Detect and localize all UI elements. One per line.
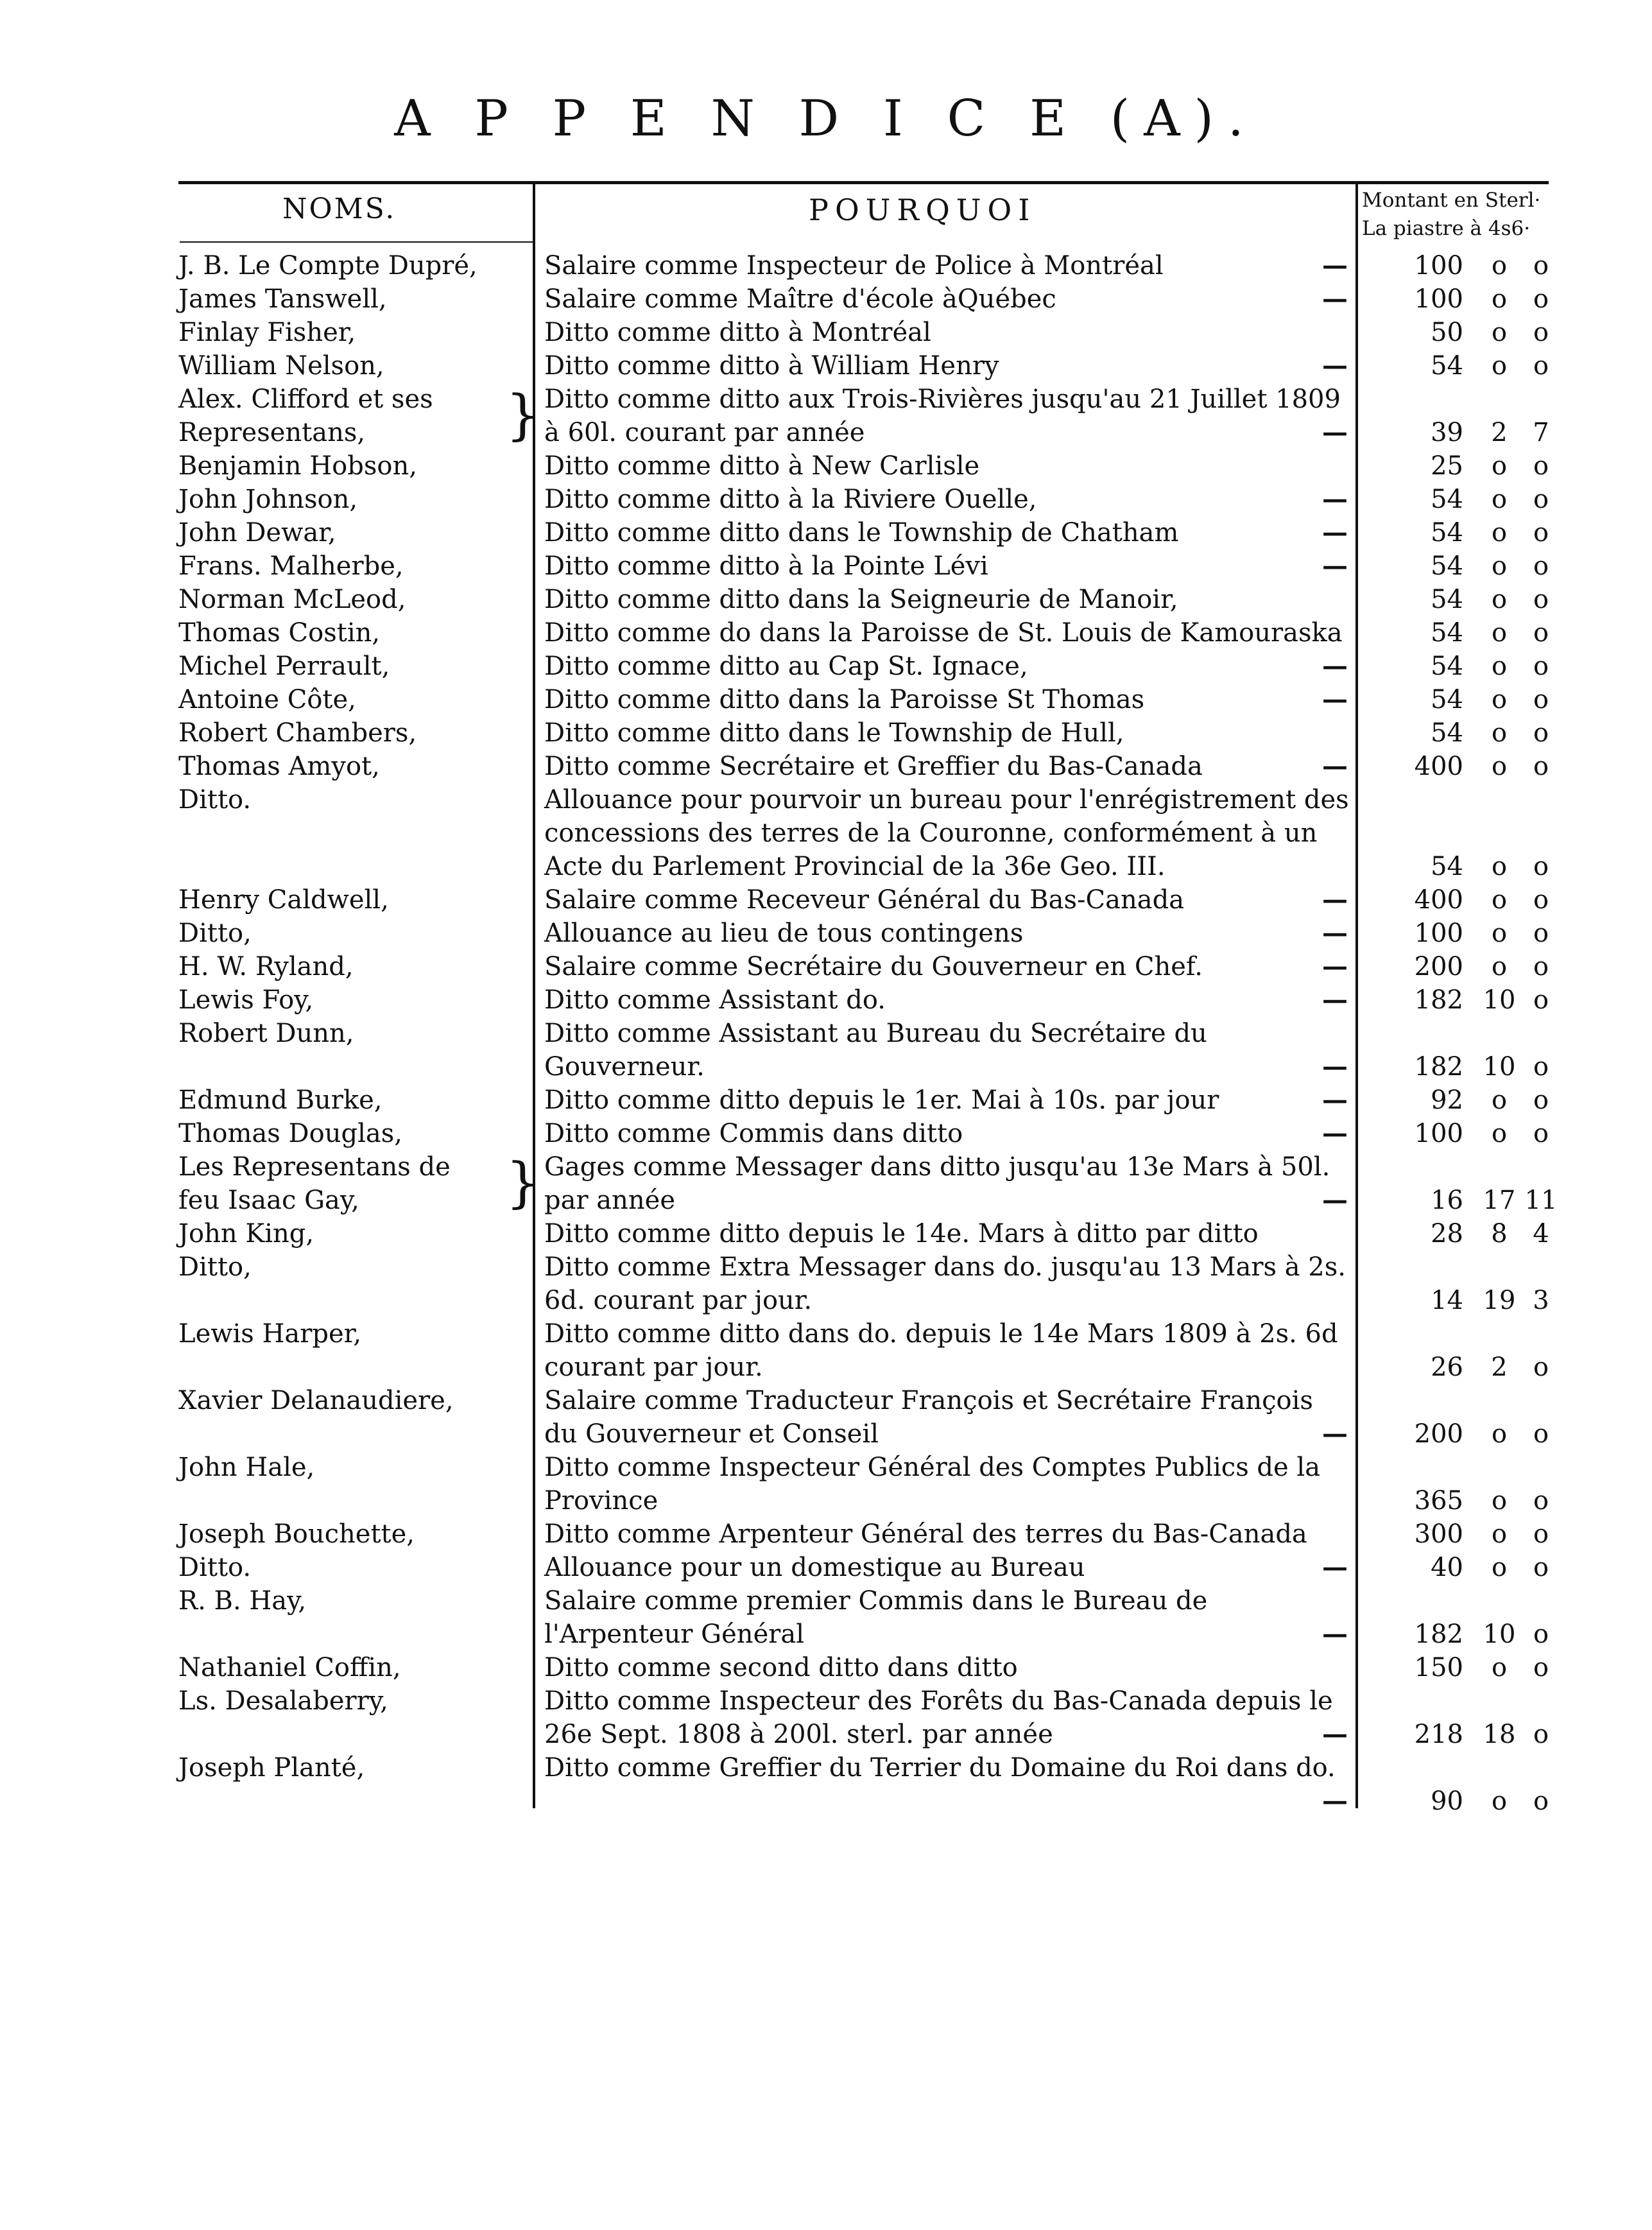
row-brace: } [506, 1151, 540, 1214]
row-pounds: 50 [1431, 318, 1463, 347]
row-pounds: 182 [1414, 1620, 1463, 1649]
row-pounds: 400 [1414, 752, 1463, 781]
row-name: John Dewar, [178, 518, 336, 548]
row-leader-dash: — [1322, 1118, 1348, 1148]
row-pence: o [1533, 752, 1549, 781]
row-shillings: 2 [1491, 418, 1508, 447]
row-shillings: o [1491, 718, 1508, 748]
table-row [0, 750, 1652, 783]
row-shillings: 17 [1483, 1186, 1516, 1215]
row-name: Les Representans de feu Isaac Gay, [178, 1152, 451, 1215]
row-pence: o [1533, 685, 1549, 714]
table-row [0, 983, 1652, 1017]
row-description: Allouance pour pourvoir un bureau pour l'enrégistrement des concessions des terres de la Couronne, conformément à un Acte du Parlement Provincial de la 36e Geo. III. [544, 785, 1349, 881]
row-description: Ditto comme ditto dans le Township de Chatham [544, 518, 1179, 548]
row-pounds: 54 [1431, 618, 1463, 648]
row-leader-dash: — [1322, 885, 1348, 915]
row-pounds: 54 [1431, 585, 1463, 614]
row-shillings: 8 [1491, 1219, 1508, 1249]
table-row [0, 650, 1652, 683]
row-leader-dash: — [1322, 517, 1348, 548]
row-leader-dash: — [1322, 417, 1348, 447]
row-pounds: 54 [1431, 351, 1463, 381]
row-pence: o [1533, 1653, 1549, 1682]
row-shillings: o [1491, 1519, 1508, 1549]
row-pounds: 54 [1431, 518, 1463, 548]
row-description: Ditto comme do dans la Paroisse de St. Louis de Kamouraska [544, 618, 1343, 648]
row-name: Robert Chambers, [178, 718, 417, 748]
row-shillings: o [1491, 1419, 1508, 1449]
row-name: H. W. Ryland, [178, 952, 354, 981]
row-name: Alex. Clifford et ses Representans, [178, 385, 433, 447]
row-shillings: o [1491, 852, 1508, 881]
table-row [0, 1384, 1652, 1451]
table-row [0, 950, 1652, 983]
row-leader-dash: — [1322, 1552, 1348, 1582]
row-pence: o [1533, 952, 1549, 981]
row-name: Norman McLeod, [178, 585, 406, 614]
row-pence: o [1533, 1353, 1549, 1382]
row-description: Ditto comme ditto dans la Seigneurie de Manoir, [544, 585, 1178, 614]
row-name: Ls. Desalaberry, [178, 1686, 388, 1716]
row-leader-dash: — [1322, 1185, 1348, 1215]
row-name: Edmund Burke, [178, 1085, 383, 1115]
row-description: Salaire comme Maître d'école àQuébec [544, 284, 1056, 314]
row-pounds: 14 [1431, 1286, 1463, 1315]
row-pounds: 54 [1431, 652, 1463, 681]
row-pounds: 150 [1414, 1653, 1463, 1682]
row-pounds: 100 [1414, 1119, 1463, 1148]
row-name: William Nelson, [178, 351, 384, 381]
row-description: Salaire comme Secrétaire du Gouverneur en Chef. [544, 952, 1203, 981]
row-name: Lewis Foy, [178, 985, 314, 1015]
row-shillings: o [1491, 485, 1508, 514]
row-shillings: 10 [1483, 1620, 1516, 1649]
row-leader-dash: — [1322, 1419, 1348, 1449]
row-pounds: 25 [1431, 451, 1463, 481]
row-shillings: o [1491, 318, 1508, 347]
row-shillings: o [1491, 451, 1508, 481]
header-pourquoi: POURQUOI [809, 193, 1037, 227]
row-leader-dash: — [1322, 1619, 1348, 1649]
row-pounds: 182 [1414, 985, 1463, 1015]
row-pence: o [1533, 1519, 1549, 1549]
table-row [0, 1250, 1652, 1317]
table-row [0, 1084, 1652, 1117]
header-underline [180, 241, 533, 243]
row-pounds: 300 [1414, 1519, 1463, 1549]
row-shillings: o [1491, 284, 1508, 314]
row-shillings: 18 [1483, 1720, 1516, 1749]
row-leader-dash: — [1322, 951, 1348, 981]
row-leader-dash: — [1322, 684, 1348, 714]
row-description: Salaire comme Inspecteur de Police à Montréal [544, 251, 1164, 281]
row-name: Finlay Fisher, [178, 318, 356, 347]
header-noms: NOMS. [282, 193, 397, 225]
row-leader-dash: — [1322, 651, 1348, 681]
row-name: Thomas Amyot, [178, 752, 380, 781]
row-pounds: 54 [1431, 852, 1463, 881]
row-shillings: o [1491, 1786, 1508, 1816]
row-shillings: 10 [1483, 985, 1516, 1015]
row-pounds: 39 [1431, 418, 1463, 447]
row-pence: o [1533, 652, 1549, 681]
table-row [0, 1651, 1652, 1684]
row-pounds: 26 [1431, 1353, 1463, 1382]
row-shillings: 2 [1491, 1353, 1508, 1382]
table-row [0, 1584, 1652, 1651]
row-pounds: 54 [1431, 485, 1463, 514]
table-row [0, 883, 1652, 917]
row-leader-dash: — [1322, 1051, 1348, 1082]
row-pounds: 90 [1431, 1786, 1463, 1816]
row-name: Ditto, [178, 919, 252, 948]
row-name: Ditto. [178, 1553, 252, 1582]
row-pence: o [1533, 1419, 1549, 1449]
row-pence: o [1533, 1486, 1549, 1516]
header-montant [1362, 186, 1540, 243]
row-name: Frans. Malherbe, [178, 551, 404, 581]
row-leader-dash: — [1322, 484, 1348, 514]
row-pence: o [1533, 485, 1549, 514]
row-pence: o [1533, 718, 1549, 748]
table-row [0, 616, 1652, 650]
table-row [0, 1517, 1652, 1551]
table-row [0, 516, 1652, 549]
row-pounds: 200 [1414, 952, 1463, 981]
row-description: Ditto comme Arpenteur Général des terres du Bas-Canada [544, 1519, 1307, 1549]
row-pence: o [1533, 318, 1549, 347]
row-leader-dash: — [1322, 918, 1348, 948]
table-row [0, 1551, 1652, 1584]
row-pence: o [1533, 585, 1549, 614]
row-shillings: o [1491, 919, 1508, 948]
row-pence: o [1533, 1786, 1549, 1816]
table-row [0, 449, 1652, 483]
row-pounds: 200 [1414, 1419, 1463, 1449]
row-description: Ditto comme Assistant au Bureau du Secrétaire du Gouverneur. [544, 1019, 1207, 1082]
row-name: Antoine Côte, [178, 685, 356, 714]
row-name: Ditto. [178, 785, 252, 815]
row-description: Ditto comme Secrétaire et Greffier du Bas-Canada [544, 752, 1203, 781]
header-montant-line1: Montant en Sterl· [1362, 189, 1541, 212]
row-name: R. B. Hay, [178, 1586, 307, 1616]
row-description: Ditto comme ditto depuis le 1er. Mai à 10s. par jour [544, 1085, 1219, 1115]
row-pounds: 218 [1414, 1720, 1463, 1749]
table-row [0, 249, 1652, 282]
row-shillings: o [1491, 551, 1508, 581]
row-pounds: 100 [1414, 284, 1463, 314]
row-description: Ditto comme ditto à Montréal [544, 318, 931, 347]
row-leader-dash: — [1322, 1719, 1348, 1749]
row-pence: o [1533, 518, 1549, 548]
row-pounds: 100 [1414, 251, 1463, 281]
row-shillings: o [1491, 885, 1508, 915]
row-description: Ditto comme ditto dans do. depuis le 14e Mars 1809 à 2s. 6d courant par jour. [544, 1319, 1338, 1382]
row-pence: o [1533, 351, 1549, 381]
row-pounds: 182 [1414, 1052, 1463, 1082]
row-pence: o [1533, 551, 1549, 581]
row-description: Salaire comme Traducteur François et Secrétaire François du Gouverneur et Conseil [544, 1386, 1313, 1449]
table-row [0, 316, 1652, 349]
table-row [0, 1150, 1652, 1217]
row-shillings: o [1491, 1486, 1508, 1516]
row-pence: 3 [1533, 1286, 1549, 1315]
row-pence: o [1533, 284, 1549, 314]
row-leader-dash: — [1322, 1085, 1348, 1115]
row-pence: o [1533, 919, 1549, 948]
row-name: John King, [178, 1219, 314, 1249]
table-row [0, 1017, 1652, 1084]
table-row [0, 483, 1652, 516]
row-pounds: 100 [1414, 919, 1463, 948]
header-top-rule [178, 181, 1549, 184]
table-row [0, 1217, 1652, 1250]
row-name: Thomas Costin, [178, 618, 381, 648]
row-shillings: o [1491, 685, 1508, 714]
row-description: Ditto comme ditto aux Trois-Rivières jusqu'au 21 Juillet 1809 à 60l. courant par année [544, 385, 1341, 447]
row-description: Ditto comme ditto dans la Paroisse St Thomas [544, 685, 1145, 714]
row-shillings: o [1491, 1653, 1508, 1682]
row-leader-dash: — [1322, 250, 1348, 281]
row-description: Allouance pour un domestique au Bureau [544, 1553, 1085, 1582]
row-pence: o [1533, 852, 1549, 881]
row-pence: 7 [1533, 418, 1549, 447]
row-shillings: o [1491, 1085, 1508, 1115]
table-row [0, 549, 1652, 583]
row-pence: o [1533, 251, 1549, 281]
row-shillings: o [1491, 585, 1508, 614]
table-row [0, 1117, 1652, 1150]
row-pounds: 92 [1431, 1085, 1463, 1115]
row-shillings: o [1491, 652, 1508, 681]
row-pence: o [1533, 1085, 1549, 1115]
row-description: Salaire comme Receveur Général du Bas-Canada [544, 885, 1185, 915]
row-name: Ditto, [178, 1252, 252, 1282]
row-description: Ditto comme ditto à William Henry [544, 351, 999, 381]
row-pounds: 400 [1414, 885, 1463, 915]
row-pounds: 365 [1414, 1486, 1463, 1516]
row-name: Benjamin Hobson, [178, 451, 417, 481]
row-leader-dash: — [1322, 350, 1348, 381]
row-description: Ditto comme ditto à New Carlisle [544, 451, 980, 481]
row-leader-dash: — [1322, 551, 1348, 581]
row-pence: o [1533, 1119, 1549, 1148]
table-row [0, 783, 1652, 883]
row-description: Ditto comme ditto au Cap St. Ignace, [544, 652, 1028, 681]
row-shillings: o [1491, 351, 1508, 381]
row-name: Nathaniel Coffin, [178, 1653, 401, 1682]
row-pounds: 54 [1431, 718, 1463, 748]
row-name: Robert Dunn, [178, 1019, 354, 1048]
row-shillings: o [1491, 1119, 1508, 1148]
row-shillings: 10 [1483, 1052, 1516, 1082]
row-shillings: o [1491, 952, 1508, 981]
table-row [0, 1684, 1652, 1751]
row-pounds: 16 [1431, 1186, 1463, 1215]
table-row [0, 1751, 1652, 1818]
table-row [0, 383, 1652, 449]
row-description: Salaire comme premier Commis dans le Bureau de l'Arpenteur Général [544, 1586, 1208, 1649]
row-pence: 4 [1533, 1219, 1549, 1249]
row-pounds: 54 [1431, 551, 1463, 581]
row-shillings: 19 [1483, 1286, 1516, 1315]
row-shillings: o [1491, 618, 1508, 648]
row-description: Ditto comme ditto depuis le 14e. Mars à ditto par ditto [544, 1219, 1259, 1249]
row-pence: o [1533, 1720, 1549, 1749]
row-description: Ditto comme Inspecteur Général des Comptes Publics de la Province [544, 1453, 1321, 1516]
row-description: Ditto comme Greffier du Terrier du Domaine du Roi dans do. [544, 1753, 1336, 1783]
row-pence: o [1533, 885, 1549, 915]
table-row [0, 282, 1652, 316]
table-row [0, 583, 1652, 616]
row-name: Michel Perrault, [178, 652, 390, 681]
row-pence: o [1533, 1620, 1549, 1649]
table-row [0, 1317, 1652, 1384]
row-description: Allouance au lieu de tous contingens [544, 919, 1024, 948]
table-row [0, 716, 1652, 750]
row-name: James Tanswell, [178, 284, 387, 314]
row-description: Ditto comme ditto à la Riviere Ouelle, [544, 485, 1037, 514]
row-description: Ditto comme Inspecteur des Forêts du Bas-Canada depuis le 26e Sept. 1808 à 200l. sterl. par année [544, 1686, 1333, 1749]
row-pence: 11 [1524, 1186, 1558, 1215]
row-pounds: 28 [1431, 1219, 1463, 1249]
row-description: Ditto comme ditto dans le Township de Hull, [544, 718, 1124, 748]
row-name: Xavier Delanaudiere, [178, 1386, 454, 1415]
row-brace: } [506, 383, 540, 446]
row-pounds: 40 [1431, 1553, 1463, 1582]
table-row [0, 683, 1652, 716]
page-title: A P P E N D I C E (A). [394, 90, 1258, 148]
row-leader-dash: — [1322, 284, 1348, 314]
row-leader-dash: — [1322, 985, 1348, 1015]
row-shillings: o [1491, 752, 1508, 781]
row-description: Ditto comme Extra Messager dans do. jusqu'au 13 Mars à 2s. 6d. courant par jour. [544, 1252, 1346, 1315]
row-name: Lewis Harper, [178, 1319, 362, 1349]
row-description: Gages comme Messager dans ditto jusqu'au 13e Mars à 50l. par année [544, 1152, 1330, 1215]
row-pence: o [1533, 985, 1549, 1015]
row-name: John Hale, [178, 1453, 315, 1482]
row-pence: o [1533, 618, 1549, 648]
row-shillings: o [1491, 251, 1508, 281]
row-name: Joseph Planté, [178, 1753, 365, 1783]
row-shillings: o [1491, 1553, 1508, 1582]
row-pence: o [1533, 1553, 1549, 1582]
row-leader-dash: — [1322, 751, 1348, 781]
row-name: John Johnson, [178, 485, 358, 514]
row-pence: o [1533, 1052, 1549, 1082]
row-name: Henry Caldwell, [178, 885, 389, 915]
row-description: Ditto comme Commis dans ditto [544, 1119, 963, 1148]
row-leader-dash: — [1322, 1786, 1348, 1816]
appendix-table [0, 249, 1652, 1818]
header-montant-line2: La piastre à 4s6· [1362, 217, 1531, 240]
row-description: Ditto comme ditto à la Pointe Lévi [544, 551, 988, 581]
row-name: J. B. Le Compte Dupré, [178, 251, 478, 281]
table-row [0, 1451, 1652, 1517]
row-pounds: 54 [1431, 685, 1463, 714]
table-row [0, 917, 1652, 950]
row-shillings: o [1491, 518, 1508, 548]
row-name: Joseph Bouchette, [178, 1519, 415, 1549]
row-pence: o [1533, 451, 1549, 481]
row-description: Ditto comme Assistant do. [544, 985, 886, 1015]
table-row [0, 349, 1652, 383]
row-description: Ditto comme second ditto dans ditto [544, 1653, 1018, 1682]
row-name: Thomas Douglas, [178, 1119, 402, 1148]
